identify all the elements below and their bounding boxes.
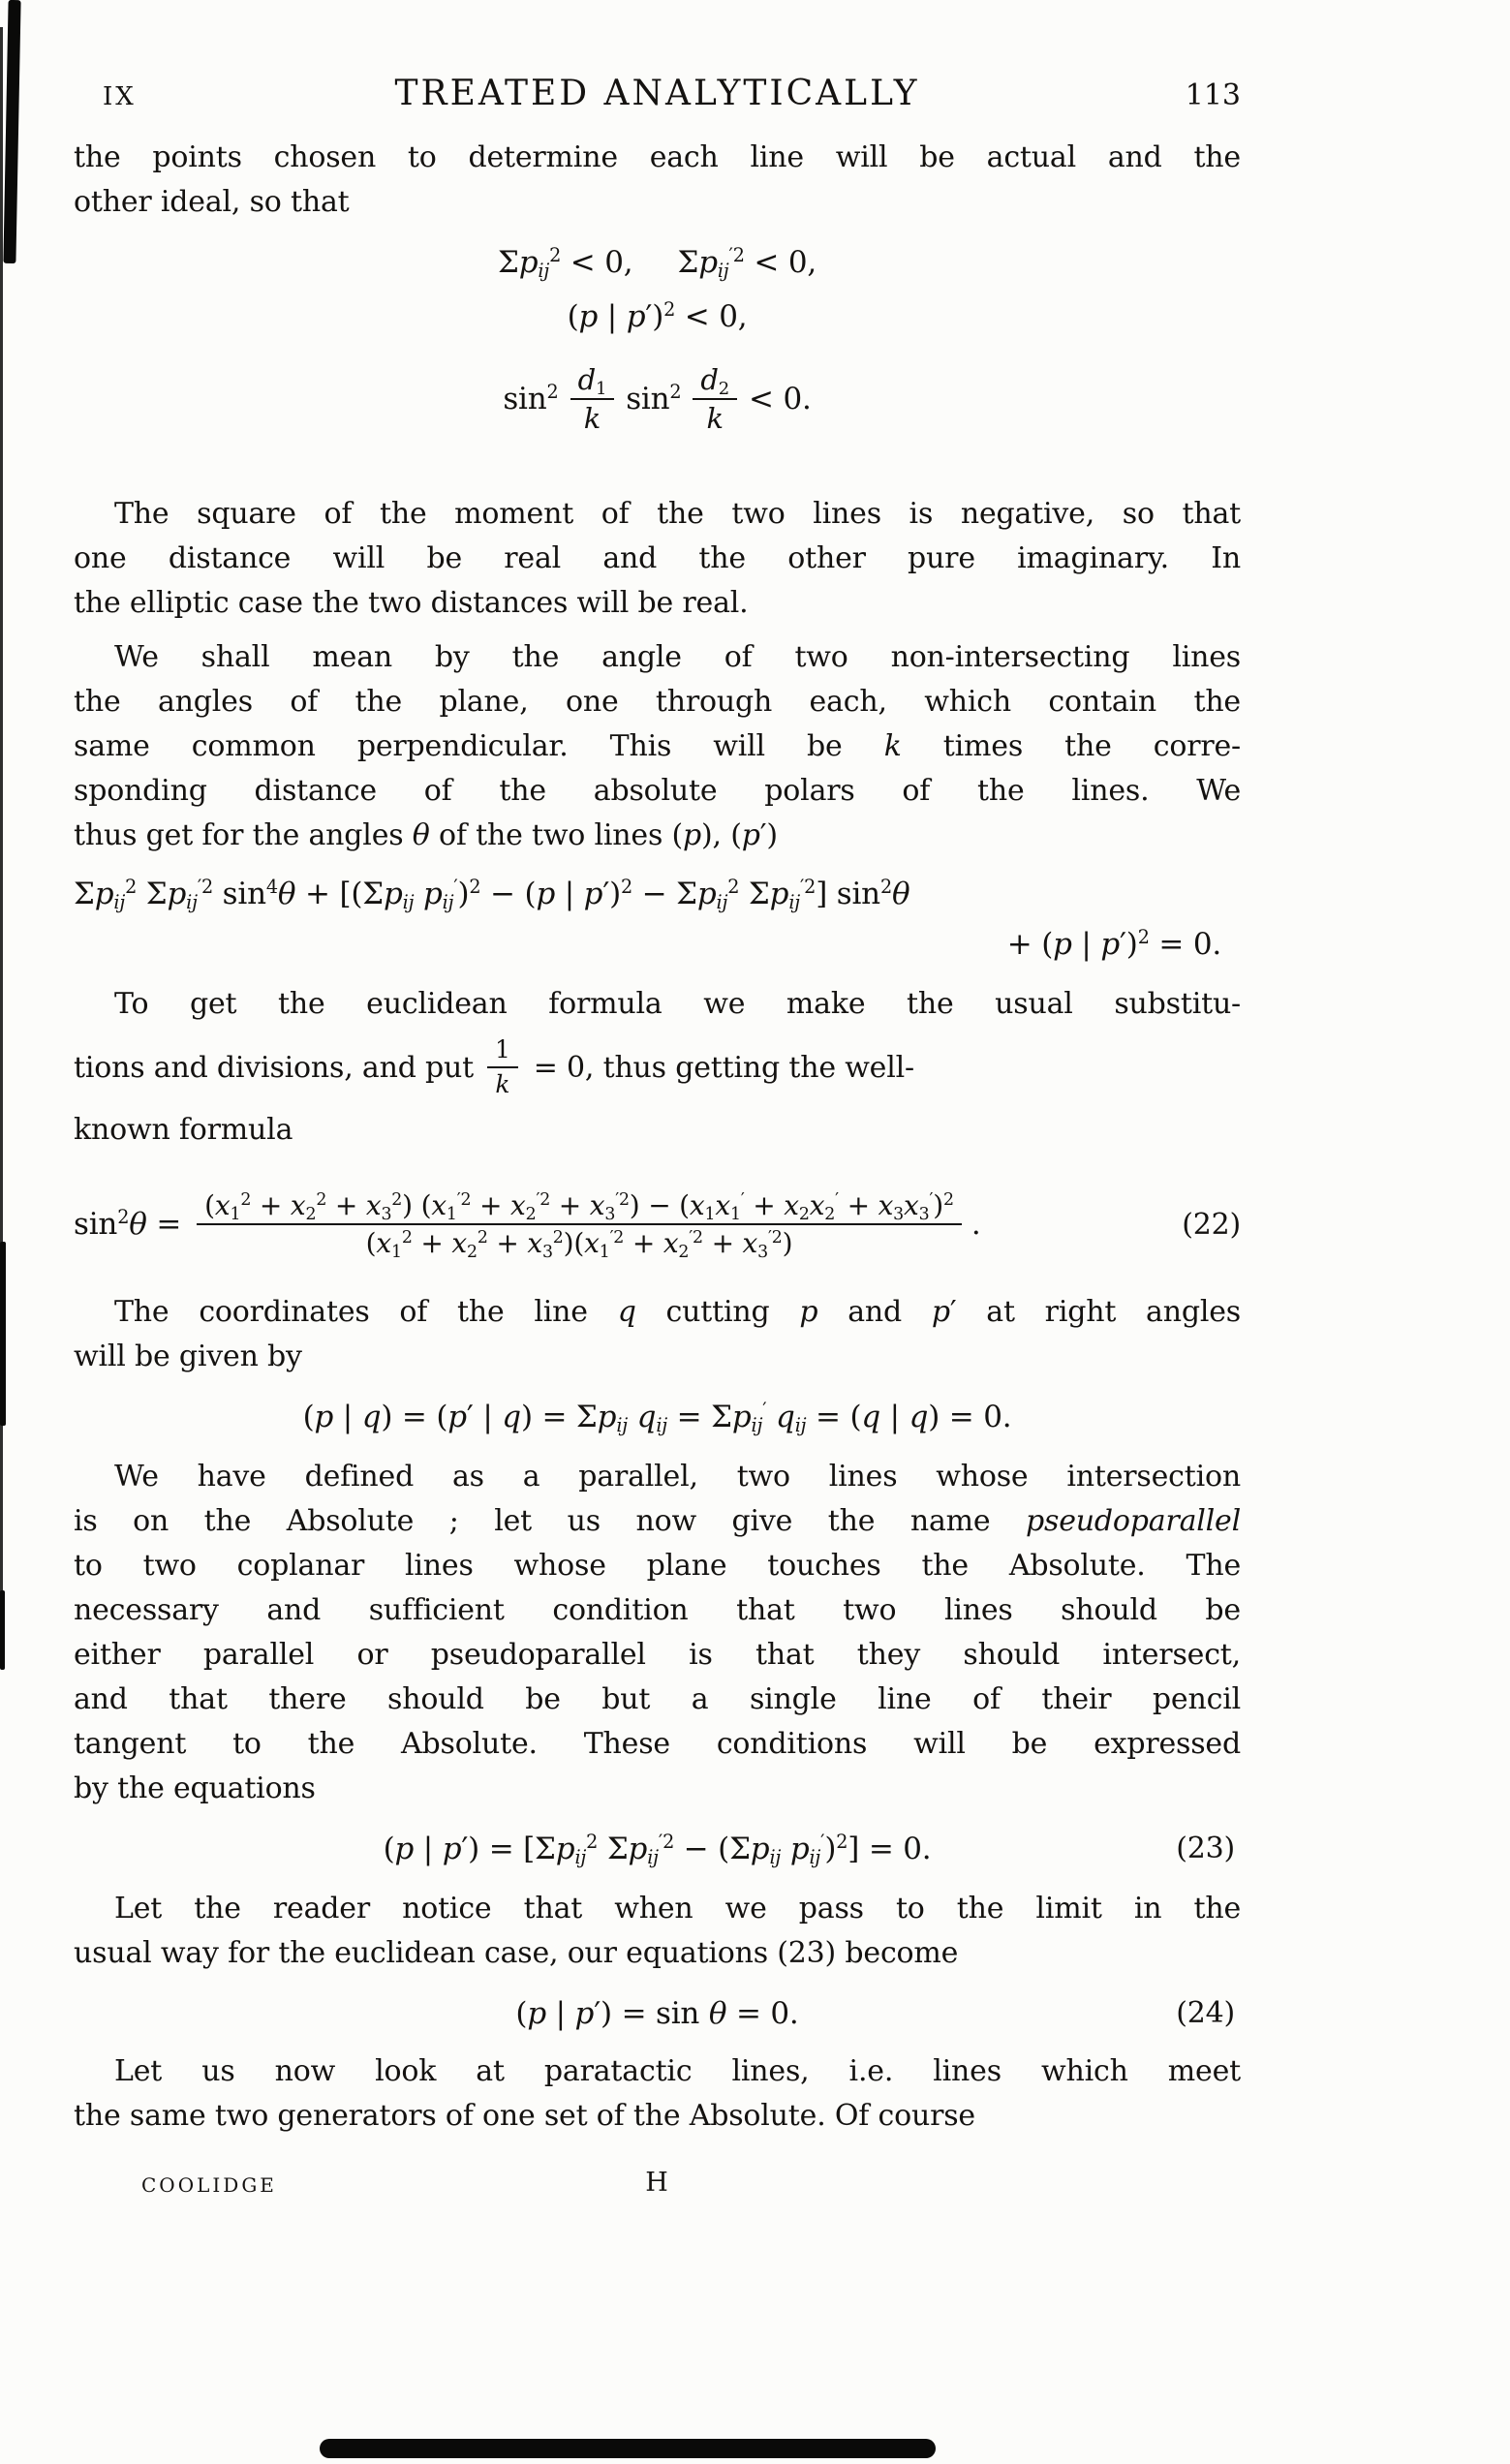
paragraph-paratactic — [74, 2049, 1241, 2139]
text-line: The square of the moment of the two lines is negative, so that — [114, 497, 1241, 531]
text-line: either parallel or pseudoparallel is that they should intersect, — [74, 1638, 1241, 1672]
text-line: the angles of the plane, one through each, which contain the — [74, 685, 1241, 719]
math-term: . — [971, 1207, 981, 1242]
fraction-numerator: 1 — [487, 1036, 518, 1068]
paragraph-angle-definition — [74, 635, 1241, 858]
math-term: $\sin^2\theta$ = — [74, 1206, 182, 1242]
text-line-with-fraction — [74, 1027, 1241, 1108]
text-run: tions and divisions, and put — [74, 1050, 475, 1085]
text-line — [74, 982, 1241, 1027]
fraction-numerator: $d_2$ — [693, 364, 737, 400]
equation-block-inequalities — [74, 238, 1241, 446]
text-line: the elliptic case the two distances will be real. — [74, 586, 749, 620]
text-line: by the equations — [74, 1771, 316, 1805]
math-term: (p | p′) = sin θ = 0. — [515, 1996, 799, 2031]
equation-number: (23) — [1176, 1832, 1235, 1865]
equation-line: + (p | p′)$^2$ = 0. — [1006, 926, 1221, 962]
equation-line: $\Sigma p_{ij}^2$ $\Sigma p_{ij}^{'2}$ $\sin^4\theta + [(\Sigma p_{ij}$ $p_{ij}')^2 - (p$ | $p')^2 - \Sigma p_{ij}^2$ $\Sigma p_{ij}^{'2}$] $\sin^2\theta$ — [74, 876, 910, 914]
text-line: Let the reader notice that when we pass to the limit in the — [114, 1892, 1241, 1925]
text-line: is on the Absolute ; let us now give the name pseudoparallel — [74, 1504, 1241, 1538]
paragraph-euclidean-formula — [74, 982, 1241, 1153]
math-term: (p | $p') = [\Sigma p_{ij}^2$ $\Sigma p_{ij}^{'2} - (\Sigma p_{ij}$ $p_{ij}')^2] = 0$. — [383, 1831, 932, 1869]
paragraph-parallel-definition — [74, 1455, 1241, 1811]
paragraph-intro — [74, 136, 1241, 225]
fraction — [197, 1188, 962, 1262]
math-term: < 0. — [749, 382, 812, 416]
fraction-numerator: $(x_1^2 + x_2^2 + x_3^2) (x_1^{'2} + x_2^{'2} + x_3^{'2}) - (x_1x_1' + x_2x_2' + x_3x_3')^2$ — [197, 1190, 962, 1225]
equation-number: (24) — [1176, 1996, 1235, 2030]
scan-artifact-top-left — [3, 0, 20, 263]
scan-artifact-bottom-bar — [320, 2439, 936, 2458]
text-run: known formula — [74, 1113, 293, 1147]
printer-mark: COOLIDGE — [141, 2173, 277, 2197]
text-line: Let us now look at paratactic lines, i.e. lines which meet — [114, 2054, 1241, 2088]
text-line: thus get for the angles θ of the two lines (p), (p′) — [74, 818, 778, 852]
fraction — [487, 1036, 518, 1098]
scan-artifact-left-low — [0, 1590, 5, 1670]
text-line: other ideal, so that — [74, 185, 350, 219]
fraction-denominator: $(x_1^2 + x_2^2 + x_3^2)(x_1^{'2} + x_2^{'2} + x_3^{'2})$ — [365, 1227, 793, 1262]
text-line: the points chosen to determine each line will be actual and the — [74, 140, 1241, 174]
text-line: and that there should be but a single line of their pencil — [74, 1682, 1241, 1716]
equation-line — [74, 353, 1241, 446]
math-term: $\sin^2$ — [626, 381, 682, 416]
math-term: $\sin^2$ — [503, 381, 559, 416]
text-run: To get the euclidean formula we make the usual substitu- — [114, 987, 1241, 1021]
page-footer — [74, 2168, 1241, 2201]
paragraph-square-moment — [74, 492, 1241, 626]
text-line: same common perpendicular. This will be k times the corre- — [74, 729, 1241, 763]
text-line: We shall mean by the angle of two non-intersecting lines — [114, 640, 1241, 674]
equation-22 — [74, 1168, 1241, 1280]
text-line: to two coplanar lines whose plane touches the Absolute. The — [74, 1549, 1241, 1583]
text-line: We have defined as a parallel, two lines whose intersection — [114, 1460, 1241, 1494]
text-line: The coordinates of the line q cutting p and p′ at right angles — [114, 1295, 1241, 1329]
signature-mark: H — [645, 2168, 669, 2198]
text-line: one distance will be real and the other pure imaginary. In — [74, 541, 1241, 575]
text-line — [74, 1108, 1241, 1153]
running-title: TREATED ANALYTICALLY — [394, 74, 920, 113]
page-number: 113 — [1185, 78, 1241, 112]
text-line: tangent to the Absolute. These conditions will be expressed — [74, 1727, 1241, 1761]
equation-block-theta — [74, 868, 1241, 969]
scan-artifact-left-mid — [0, 1242, 6, 1426]
text-line: necessary and sufficient condition that two lines should be — [74, 1593, 1241, 1627]
text-line: sponding distance of the absolute polars of the lines. We — [74, 774, 1241, 808]
equation-pq: (p | q) = (p′ | $q) = \Sigma p_{ij}$ $q_{ij} = \Sigma p_{ij}'$ $q_{ij} = (q$ | q) = 0. — [302, 1399, 1012, 1437]
text-run: = 0, thus getting the well- — [533, 1050, 914, 1085]
equation-24 — [74, 1987, 1241, 2040]
equation-number: (22) — [1182, 1207, 1241, 1242]
chapter-number: IX — [103, 82, 137, 111]
fraction-denominator: k — [583, 402, 601, 435]
text-line: will be given by — [74, 1340, 302, 1373]
fraction-denominator: k — [706, 402, 724, 435]
fraction-denominator: k — [495, 1070, 510, 1098]
paragraph-coordinates — [74, 1290, 1241, 1379]
fraction — [570, 364, 615, 435]
equation-line: (p | p′)$^2$ < 0, — [567, 298, 748, 334]
paragraph-reader-notice — [74, 1887, 1241, 1976]
text-line: usual way for the euclidean case, our equations (23) become — [74, 1936, 959, 1970]
equation-line: $\Sigma p_{ij}^2 < 0$, $\Sigma p_{ij}^{'2} < 0$, — [498, 244, 817, 283]
text-line: the same two generators of one set of the Absolute. Of course — [74, 2099, 975, 2133]
text-column — [74, 0, 1241, 2201]
fraction-numerator: $d_1$ — [570, 364, 615, 400]
fraction — [693, 364, 737, 435]
equation-23 — [74, 1823, 1241, 1875]
page-header — [74, 74, 1241, 116]
